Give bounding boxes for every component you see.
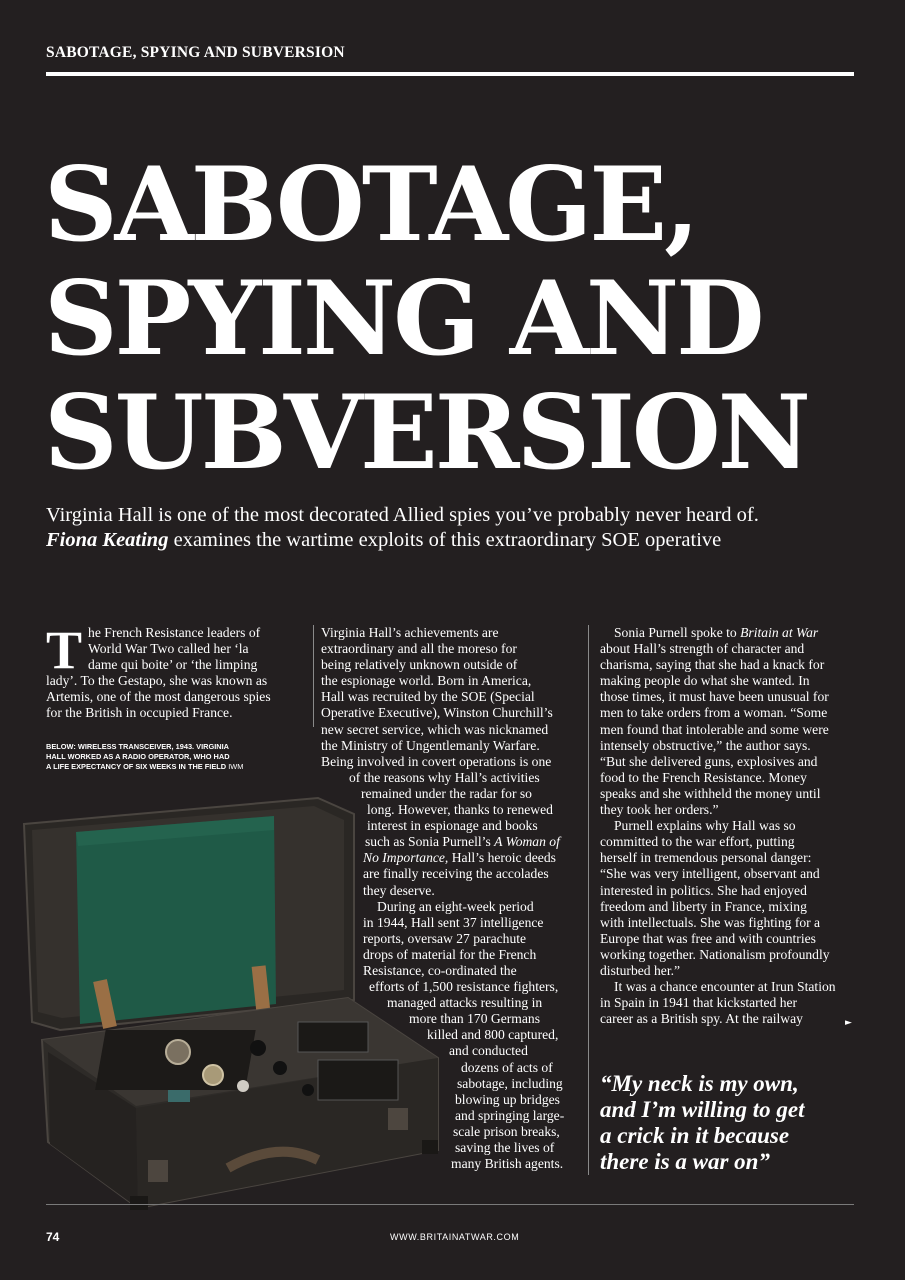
body-line: “But she delivered guns, explosives and <box>600 753 818 769</box>
body-line: World War Two called her ‘la <box>88 641 249 657</box>
standfirst-line: Virginia Hall is one of the most decorated Allied spies you’ve probably never heard of. <box>46 504 759 526</box>
body-line: many British agents. <box>451 1156 564 1172</box>
standfirst-rest: examines the wartime exploits of this extraordinary SOE operative <box>168 529 722 551</box>
website-url: WWW.BRITAINATWAR.COM <box>390 1232 520 1242</box>
body-line <box>321 834 583 850</box>
body-line: During an eight-week period <box>377 898 534 914</box>
pullquote-line: there is a war on” <box>600 1149 770 1174</box>
body-line: interest in espionage and books <box>367 818 538 834</box>
body-line: Operative Executive), Winston Churchill’s <box>321 705 553 721</box>
body-line: Resistance, co-ordinated the <box>363 962 517 978</box>
body-text: Sonia Purnell spoke to <box>614 625 737 640</box>
headline-line: SABOTAGE, <box>44 145 697 265</box>
body-line: “She was very intelligent, observant and <box>600 866 820 882</box>
caption-line: HALL WORKED AS A RADIO OPERATOR, WHO HAD <box>46 752 230 761</box>
body-line: charisma, saying that she had a knack for <box>600 657 825 673</box>
body-line: dame qui boite’ or ‘the limping <box>88 657 258 673</box>
body-line: the Ministry of Ungentlemanly Warfare. <box>321 737 540 753</box>
body-line: freedom and liberty in France, mixing <box>600 898 807 914</box>
headline-line: SPYING AND <box>44 259 762 379</box>
pullquote-line: “My neck is my own, <box>600 1071 799 1096</box>
body-line: saving the lives of <box>455 1140 555 1155</box>
caption-line: BELOW: WIRELESS TRANSCEIVER, 1943. VIRGINIA <box>46 742 230 751</box>
body-line <box>600 625 862 641</box>
body-line: drops of material for the French <box>363 946 537 962</box>
body-line: for the British in occupied France. <box>46 705 233 721</box>
body-line: long. However, thanks to renewed <box>367 802 553 818</box>
body-line: herself in tremendous personal danger: <box>600 850 812 866</box>
body-line: in Spain in 1941 that kickstarted her <box>600 995 798 1011</box>
body-line: they took her orders.” <box>600 802 719 818</box>
body-line: career as a British spy. At the railway <box>600 1011 803 1027</box>
body-line: men to take orders from a woman. “Some <box>600 705 828 721</box>
image-caption <box>46 742 286 772</box>
column-1 <box>46 620 308 722</box>
body-line: new secret service, which was nicknamed <box>321 721 549 737</box>
magazine-title: Britain at War <box>740 625 819 640</box>
body-line: dozens of acts of <box>461 1059 553 1075</box>
caption-text: A LIFE EXPECTANCY OF SIX WEEKS IN THE FIELD <box>46 762 227 771</box>
body-line: Virginia Hall’s achievements are <box>321 625 499 640</box>
body-line: extraordinary and all the moreso for <box>321 641 517 657</box>
body-line: interested in politics. She had enjoyed <box>600 882 807 898</box>
body-line: Artemis, one of the most dangerous spies <box>46 689 271 705</box>
body-line: and springing large- <box>455 1107 565 1123</box>
body-line: food to the French Resistance. Money <box>600 769 807 785</box>
body-line: sabotage, including <box>457 1075 563 1091</box>
body-line: and conducted <box>449 1043 528 1059</box>
body-line: committed to the war effort, putting <box>600 834 795 850</box>
column-3 <box>600 625 862 1027</box>
column-2 <box>321 625 583 1172</box>
body-line: of the reasons why Hall’s activities <box>349 769 540 785</box>
pullquote-line: and I’m willing to get <box>600 1097 805 1122</box>
body-line: disturbed her.” <box>600 962 681 978</box>
standfirst <box>46 503 866 553</box>
body-line: efforts of 1,500 resistance fighters, <box>369 979 559 995</box>
body-line: intensely obstructive,” the author says. <box>600 737 811 753</box>
body-line: remained under the radar for so <box>361 785 532 801</box>
body-line: those times, it must have been unusual for <box>600 689 829 705</box>
body-line: with intellectuals. She was fighting for a <box>600 914 821 930</box>
body-line: Being involved in covert operations is one <box>321 753 552 769</box>
standfirst-line <box>46 528 866 553</box>
body-text: Hall’s heroic deeds <box>448 850 556 866</box>
body-line: about Hall’s strength of character and <box>600 641 805 657</box>
body-line: lady’. To the Gestapo, she was known as <box>46 673 268 689</box>
body-line: speaks and she withheld the money until <box>600 785 821 801</box>
pullquote-line: a crick in it because <box>600 1123 790 1148</box>
body-line: more than 170 Germans <box>409 1011 540 1027</box>
continue-arrow-icon: ► <box>845 1018 852 1028</box>
body-line: Hall was recruited by the SOE (Special <box>321 689 535 705</box>
column-divider <box>588 625 589 1175</box>
caption-line <box>46 762 286 772</box>
body-line: blowing up bridges <box>455 1091 560 1107</box>
body-line: men found that intolerable and some were <box>600 721 829 737</box>
dropcap: T <box>46 620 83 680</box>
body-line: the espionage world. Born in America, <box>321 673 532 689</box>
body-line: making people do what she wanted. In <box>600 673 810 689</box>
body-line: Europe that was free and with countries <box>600 930 816 946</box>
book-title: No Importance, <box>363 850 449 866</box>
body-line: being relatively unknown outside of <box>321 657 518 673</box>
page-number: 74 <box>46 1230 60 1244</box>
column-divider <box>313 625 314 727</box>
body-line: working together. Nationalism profoundly <box>600 946 830 962</box>
body-line: reports, oversaw 27 parachute <box>363 930 527 946</box>
body-line: are finally receiving the accolades <box>363 866 549 882</box>
body-line: It was a chance encounter at Irun Station <box>614 979 836 995</box>
body-line: he French Resistance leaders of <box>88 625 261 640</box>
body-line: in 1944, Hall sent 37 intelligence <box>363 914 544 930</box>
headline <box>44 145 864 493</box>
body-text: such as Sonia Purnell’s <box>365 834 491 850</box>
body-line: scale prison breaks, <box>453 1123 560 1139</box>
book-title: A Woman of <box>494 834 560 850</box>
author-name: Fiona Keating <box>46 529 169 551</box>
body-line: managed attacks resulting in <box>387 995 543 1011</box>
body-line: Purnell explains why Hall was so <box>614 818 796 834</box>
pullquote <box>600 1071 860 1175</box>
bottom-rule <box>46 1204 854 1205</box>
body-line <box>321 850 583 866</box>
top-rule <box>46 72 854 76</box>
body-line: they deserve. <box>363 882 435 898</box>
headline-line: SUBVERSION <box>44 373 808 493</box>
body-line: killed and 800 captured, <box>427 1027 559 1043</box>
section-label: SABOTAGE, SPYING AND SUBVERSION <box>46 44 345 61</box>
photo-credit: IWM <box>228 762 244 771</box>
